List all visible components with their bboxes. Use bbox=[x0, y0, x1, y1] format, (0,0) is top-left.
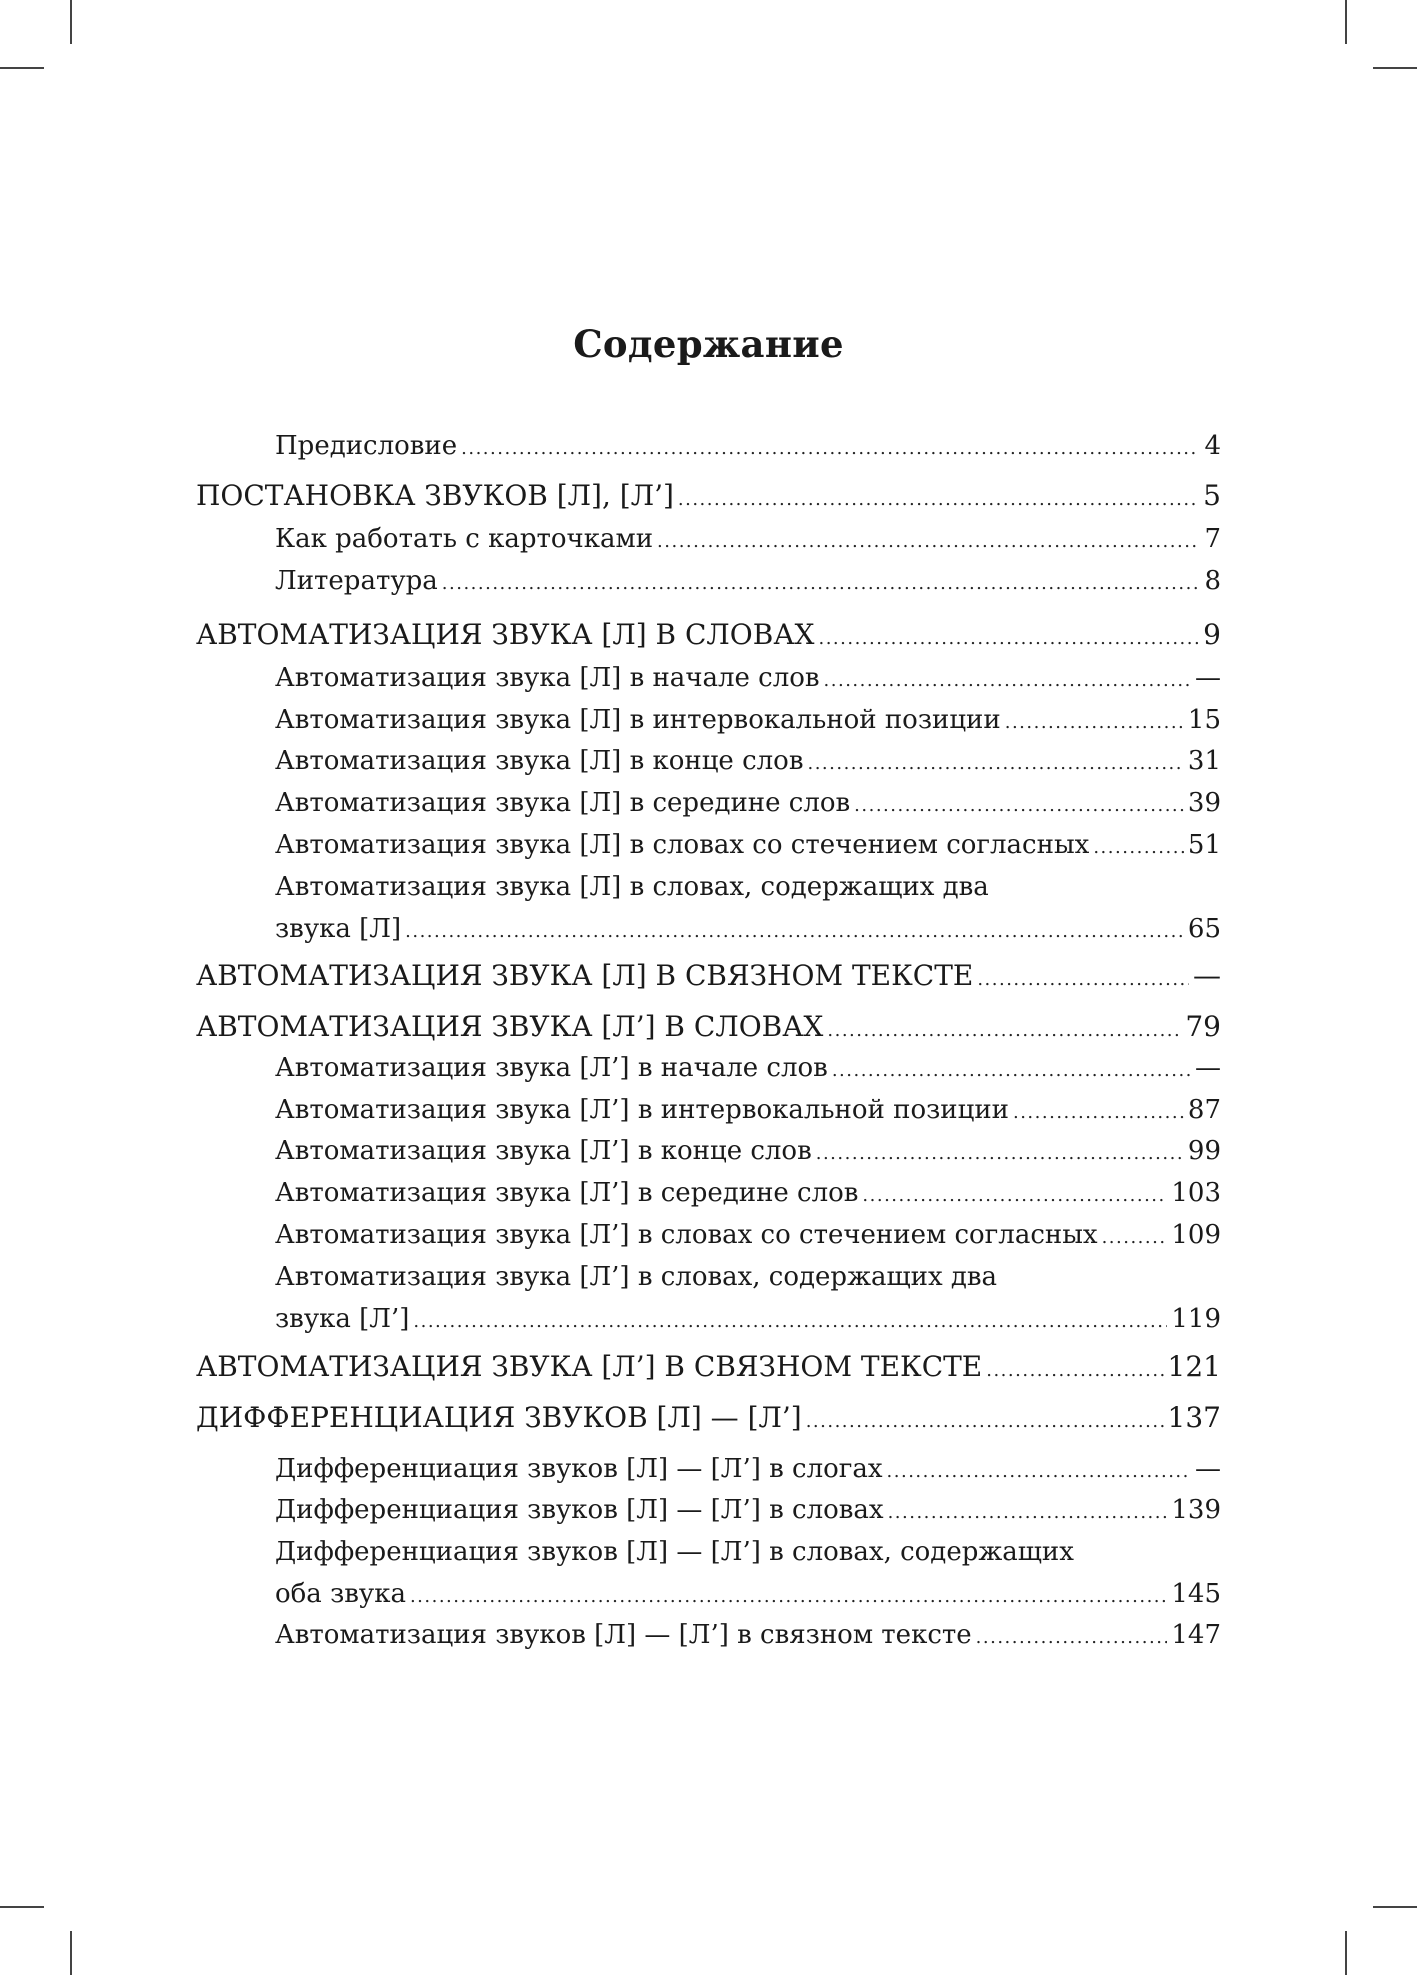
toc-entry[interactable] bbox=[275, 825, 1221, 865]
toc-page-number: 15 bbox=[1187, 705, 1221, 735]
crop-mark-bottom-left-h bbox=[0, 1906, 44, 1908]
toc-entry[interactable] bbox=[275, 783, 1221, 823]
toc-entry[interactable] bbox=[275, 1215, 1221, 1255]
toc-entry[interactable] bbox=[196, 1007, 1221, 1047]
crop-mark-top-right bbox=[1345, 0, 1347, 44]
toc-entry[interactable] bbox=[275, 561, 1221, 601]
leader-dots bbox=[888, 1493, 1168, 1533]
toc-entry-text: Как работать с карточками bbox=[275, 524, 654, 554]
leader-dots bbox=[854, 786, 1184, 826]
toc-entry-text: Автоматизация звука [Л] в словах со стечением согласных bbox=[275, 830, 1090, 860]
toc-entry[interactable] bbox=[275, 1449, 1221, 1489]
toc-entry-text-line1: Дифференциация звуков [Л] — [Л’] в словах, содержащих bbox=[275, 1537, 1074, 1567]
toc-entry[interactable] bbox=[275, 867, 1221, 951]
toc-page-number: 31 bbox=[1187, 746, 1221, 776]
toc-entry[interactable] bbox=[275, 1257, 1221, 1341]
leader-dots bbox=[413, 1302, 1167, 1342]
toc-entry-text: АВТОМАТИЗАЦИЯ ЗВУКА [Л’] В СЛОВАХ bbox=[196, 1010, 824, 1043]
leader-dots bbox=[657, 522, 1199, 562]
toc-entry[interactable] bbox=[275, 741, 1221, 781]
toc-page-number: 79 bbox=[1185, 1010, 1221, 1043]
crop-mark-bottom-right-h bbox=[1373, 1906, 1417, 1908]
toc-page-number: 119 bbox=[1171, 1304, 1221, 1334]
toc-entry[interactable] bbox=[275, 1173, 1221, 1213]
toc-entry-text: Автоматизация звука [Л’] в середине слов bbox=[275, 1178, 859, 1208]
toc-entry[interactable] bbox=[275, 1131, 1221, 1171]
leader-dots bbox=[862, 1176, 1167, 1216]
toc-entry-text: Автоматизация звука [Л] в конце слов bbox=[275, 746, 804, 776]
toc-entry[interactable] bbox=[275, 426, 1221, 466]
toc-entry[interactable] bbox=[275, 1615, 1221, 1655]
toc-page-number: 4 bbox=[1204, 431, 1221, 461]
leader-dots bbox=[832, 1051, 1191, 1091]
crop-mark-top-right-h bbox=[1373, 67, 1417, 69]
leader-dots bbox=[986, 1351, 1163, 1391]
toc-page-number: — bbox=[1193, 959, 1221, 992]
toc-entry-text-line1: Автоматизация звука [Л’] в словах, содержащих два bbox=[275, 1262, 998, 1292]
leader-dots bbox=[461, 429, 1199, 469]
toc-entry-text: Автоматизация звука [Л’] в интервокальной позиции bbox=[275, 1095, 1009, 1125]
leader-dots bbox=[678, 480, 1199, 520]
toc-page-number: 139 bbox=[1171, 1495, 1221, 1525]
toc-page-number: 7 bbox=[1204, 524, 1221, 554]
toc-entry-text: АВТОМАТИЗАЦИЯ ЗВУКА [Л] В СВЯЗНОМ ТЕКСТЕ bbox=[196, 959, 974, 992]
toc-page-number: 137 bbox=[1167, 1401, 1221, 1434]
leader-dots bbox=[410, 1577, 1167, 1617]
leader-dots bbox=[807, 744, 1183, 784]
toc-entry-text-line2: звука [Л] bbox=[275, 914, 402, 944]
toc-entry[interactable] bbox=[196, 1398, 1221, 1438]
leader-dots bbox=[816, 1134, 1184, 1174]
leader-dots bbox=[442, 564, 1199, 604]
leader-dots bbox=[1102, 1218, 1168, 1258]
toc-entry-text: АВТОМАТИЗАЦИЯ ЗВУКА [Л’] В СВЯЗНОМ ТЕКСТЕ bbox=[196, 1350, 983, 1383]
crop-mark-bottom-left bbox=[70, 1931, 72, 1975]
crop-mark-top-left bbox=[70, 0, 72, 44]
toc-entry-text: АВТОМАТИЗАЦИЯ ЗВУКА [Л] В СЛОВАХ bbox=[196, 618, 815, 651]
toc-entry[interactable] bbox=[275, 519, 1221, 559]
toc-entry-text: Автоматизация звуков [Л] — [Л’] в связном тексте bbox=[275, 1620, 972, 1650]
leader-dots bbox=[977, 960, 1189, 1000]
toc-page-number: 99 bbox=[1187, 1136, 1221, 1166]
toc-entry[interactable] bbox=[275, 700, 1221, 740]
toc-entry-text: Литература bbox=[275, 566, 438, 596]
toc-page-number: 145 bbox=[1171, 1579, 1221, 1609]
leader-dots bbox=[1013, 1093, 1184, 1133]
crop-mark-top-left-h bbox=[0, 67, 44, 69]
toc-entry-text: Предисловие bbox=[275, 431, 458, 461]
toc-page-number: 147 bbox=[1171, 1620, 1221, 1650]
toc-entry[interactable] bbox=[275, 1532, 1221, 1616]
toc-entry-text: ДИФФЕРЕНЦИАЦИЯ ЗВУКОВ [Л] — [Л’] bbox=[196, 1401, 802, 1434]
leader-dots bbox=[887, 1452, 1191, 1492]
toc-page-number: 65 bbox=[1187, 914, 1221, 944]
toc-page-number: 109 bbox=[1171, 1220, 1221, 1250]
toc-entry[interactable] bbox=[275, 1090, 1221, 1130]
toc-page-number: — bbox=[1195, 1053, 1221, 1083]
toc-entry-text: Автоматизация звука [Л’] в словах со стечением согласных bbox=[275, 1220, 1098, 1250]
toc-entry-text: Автоматизация звука [Л’] в начале слов bbox=[275, 1053, 828, 1083]
toc-page-number: 39 bbox=[1187, 788, 1221, 818]
toc-page-number: 103 bbox=[1171, 1178, 1221, 1208]
toc-entry-text: Автоматизация звука [Л] в начале слов bbox=[275, 663, 820, 693]
leader-dots bbox=[405, 912, 1184, 952]
toc-entry[interactable] bbox=[196, 1347, 1221, 1387]
toc-page-number: 9 bbox=[1203, 618, 1221, 651]
toc-page-number: — bbox=[1195, 663, 1221, 693]
toc-page-number: 8 bbox=[1204, 566, 1221, 596]
toc-entry-text: Автоматизация звука [Л’] в конце слов bbox=[275, 1136, 812, 1166]
toc-entry-text-line2: оба звука bbox=[275, 1579, 406, 1609]
crop-mark-bottom-right bbox=[1345, 1931, 1347, 1975]
leader-dots bbox=[976, 1618, 1168, 1658]
toc-entry[interactable] bbox=[196, 476, 1221, 516]
toc-entry-text: Автоматизация звука [Л] в интервокальной позиции bbox=[275, 705, 1001, 735]
leader-dots bbox=[827, 1011, 1181, 1051]
leader-dots bbox=[824, 661, 1191, 701]
toc-page-number: 121 bbox=[1167, 1350, 1221, 1383]
toc-entry-text: Дифференциация звуков [Л] — [Л’] в слогах bbox=[275, 1454, 883, 1484]
toc-entry-text: Дифференциация звуков [Л] — [Л’] в словах bbox=[275, 1495, 884, 1525]
toc-entry[interactable] bbox=[275, 1490, 1221, 1530]
toc-entry-text-line2: звука [Л’] bbox=[275, 1304, 410, 1334]
page-title: Содержание bbox=[573, 322, 844, 366]
toc-entry[interactable] bbox=[196, 956, 1221, 996]
toc-page-number: 5 bbox=[1203, 479, 1221, 512]
toc-page-number: — bbox=[1195, 1454, 1221, 1484]
leader-dots bbox=[1093, 828, 1184, 868]
toc-entry-text-line1: Автоматизация звука [Л] в словах, содержащих два bbox=[275, 872, 989, 902]
toc-entry[interactable] bbox=[275, 658, 1221, 698]
leader-dots bbox=[1005, 703, 1184, 743]
leader-dots bbox=[806, 1402, 1164, 1442]
toc-page-number: 87 bbox=[1187, 1095, 1221, 1125]
toc-entry-text: Автоматизация звука [Л] в середине слов bbox=[275, 788, 851, 818]
toc-entry[interactable] bbox=[196, 615, 1221, 655]
toc-entry[interactable] bbox=[275, 1048, 1221, 1088]
toc-entry-text: ПОСТАНОВКА ЗВУКОВ [Л], [Л’] bbox=[196, 479, 674, 512]
leader-dots bbox=[818, 619, 1199, 659]
toc-page-number: 51 bbox=[1187, 830, 1221, 860]
